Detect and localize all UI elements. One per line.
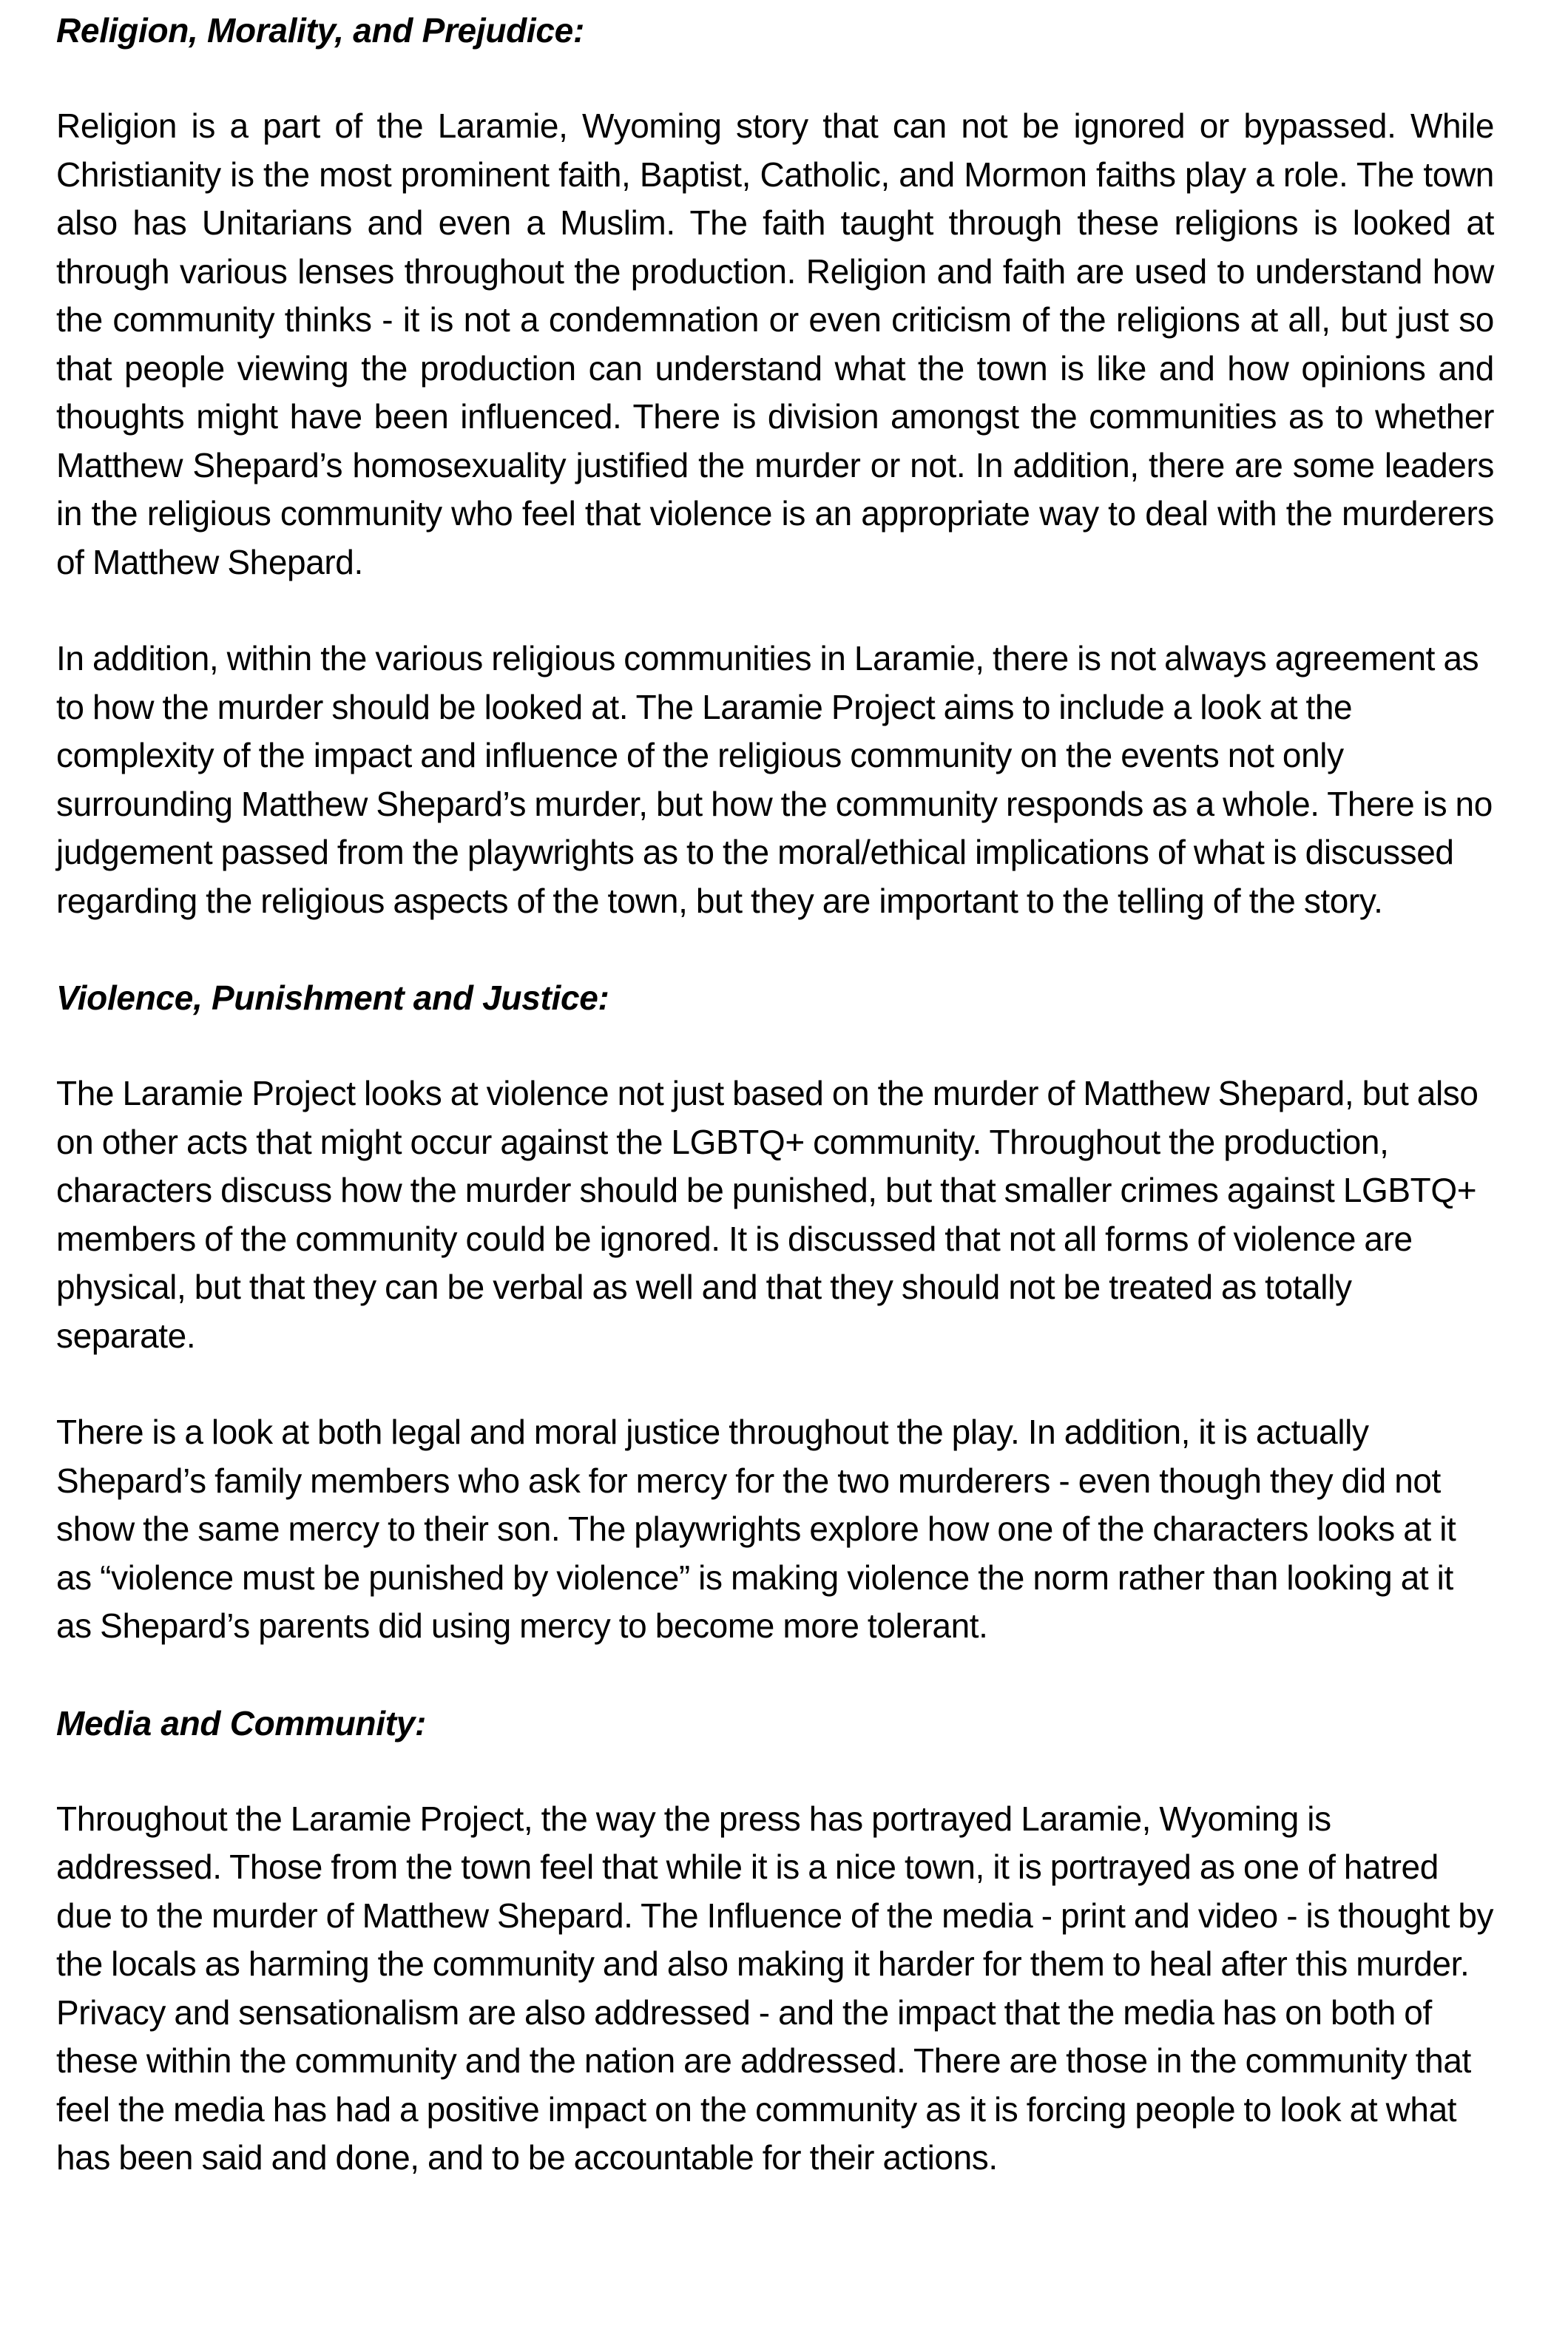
section-violence-punishment-justice — [56, 973, 1494, 1651]
section-heading: Religion, Morality, and Prejudice: — [56, 11, 584, 50]
paragraph: There is a look at both legal and moral justice throughout the play. In addition, it is actually Shepard’s family members who ask for mercy for the two murderers - even though they did not show the same mercy to their son. The playwrights explore how one of the characters looks at it as “violence must be punished by violence” is making violence the norm rather than looking at it as Shepard’s parents did using mercy to become more tolerant. — [56, 1413, 1456, 1645]
paragraph: The Laramie Project looks at violence not just based on the murder of Matthew Shepard, but also on other acts that might occur against the LGBTQ+ community. Throughout the production, characters discuss how the murder should be punished, but that smaller crimes against LGBTQ+ members of the community could be ignored. It is discussed that not all forms of violence are physical, but that they can be verbal as well and that they should not be treated as totally separate. — [56, 1074, 1479, 1355]
section-heading: Media and Community: — [56, 1703, 427, 1743]
section-religion-morality-prejudice — [56, 6, 1494, 925]
paragraph: In addition, within the various religious communities in Laramie, there is not always agreement as to how the murder should be looked at. The Laramie Project aims to include a look at the complexity of the impact and influence of the religious community on the events not only surrounding Matthew Shepard’s murder, but how the community responds as a whole. There is no judgement passed from the playwrights as to the moral/ethical implications of what is discussed regarding the religious aspects of the town, but they are important to the telling of the story. — [56, 639, 1493, 920]
paragraph: Religion is a part of the Laramie, Wyoming story that can not be ignored or bypassed. While Christianity is the most prominent faith, Baptist, Catholic, and Mormon faiths play a role. The town also has Unitarians and even a Muslim. The faith taught through these religions is looked at through various lenses throughout the production. Religion and faith are used to understand how the community thinks - it is not a condemnation or even criticism of the religions at all, but just so that people viewing the production can understand what the town is like and how opinions and thoughts might have been influenced. There is division amongst the communities as to whether Matthew Shepard’s homosexuality justified the murder or not. In addition, there are some leaders in the religious community who feel that violence is an appropriate way to deal with the murderers of Matthew Shepard. — [56, 107, 1494, 581]
section-heading: Violence, Punishment and Justice: — [56, 979, 609, 1017]
section-media-community — [56, 1699, 1494, 2183]
paragraph: Throughout the Laramie Project, the way the press has portrayed Laramie, Wyoming is addressed. Those from the town feel that while it is a nice town, it is portrayed as one of hatred due to the murder of Matthew Shepard. The Influence of the media - print and video - is thought by the locals as harming the community and also making it harder for them to heal after this murder. Privacy and sensationalism are also addressed - and the impact that the media has on both of these within the community and the nation are addressed. There are those in the community that feel the media has had a positive impact on the community as it is forcing people to look at what has been said and done, and to be accountable for their actions. — [56, 1799, 1494, 2177]
